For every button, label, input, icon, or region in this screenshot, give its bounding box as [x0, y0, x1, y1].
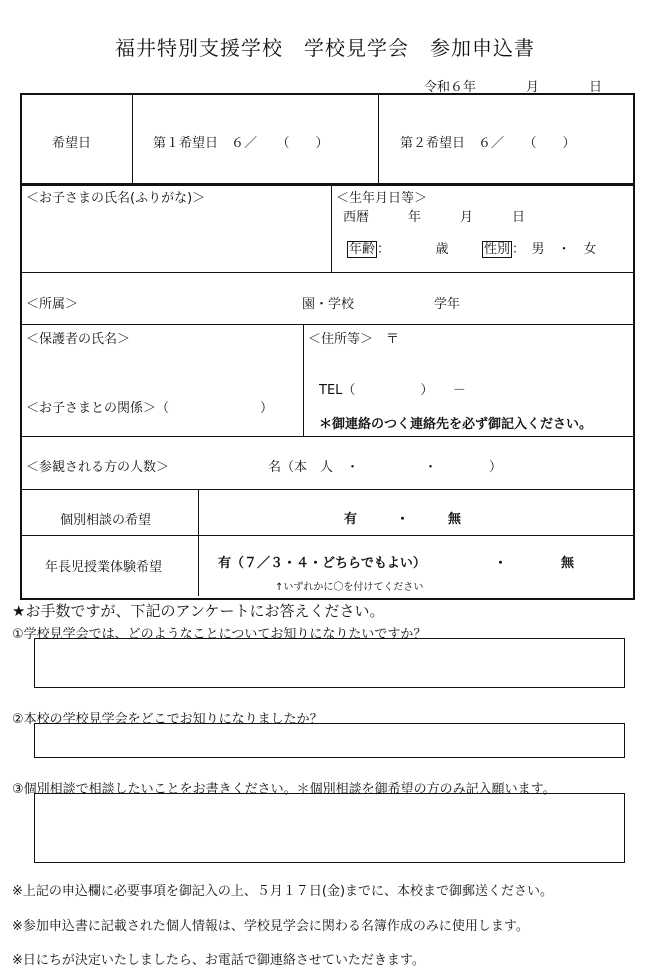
gender-options: ： 男 ・ 女	[512, 242, 597, 257]
divider	[331, 185, 332, 272]
survey-question-1: ①学校見学会では、どのようなことについてお知りになりたいですか？	[12, 627, 427, 642]
date-month: 月	[526, 80, 540, 95]
consult-options[interactable]: 有 ・ 無	[344, 512, 462, 527]
address-field[interactable]: ＜住所等＞ 〒	[308, 332, 400, 347]
affiliation-label: ＜所属＞	[26, 297, 79, 312]
age-label: 年齢	[349, 242, 376, 257]
survey-question-3: ③個別相談で相談したいことをお書きください。＊個別相談を御希望の方のみ記入願います。	[12, 782, 556, 797]
gender-label: 性別	[484, 242, 511, 257]
survey-answer-3[interactable]	[34, 793, 625, 863]
preferred-date-label: 希望日	[52, 136, 92, 151]
divider	[22, 489, 633, 490]
date-era: 令和６年	[424, 80, 477, 95]
date-day: 日	[589, 80, 603, 95]
survey-heading: ★お手数ですが、下記のアンケートにお答えください。	[12, 602, 385, 620]
age-field[interactable]	[347, 238, 449, 257]
child-name-label: ＜お子さまの氏名(ふりがな)＞	[26, 191, 206, 206]
note-privacy: ※参加申込書に記載された個人情報は、学校見学会に関わる名簿作成のみに使用します。	[12, 919, 529, 934]
note-contact: ※日にちが決定いたしましたら、お電話で御連絡させていただきます。	[12, 953, 425, 968]
contact-note: ＊御連絡のつく連絡先を必ず御記入ください。	[319, 417, 593, 432]
consult-label: 個別相談の希望	[60, 513, 152, 528]
birth-date-field[interactable]: 西暦 年 月 日	[343, 210, 526, 225]
tel-field[interactable]: TEL（ ） －	[319, 383, 466, 398]
divider	[22, 436, 633, 437]
second-choice-date-field[interactable]: 第２希望日 ６／ （ ）	[400, 136, 576, 151]
first-choice-date-field[interactable]: 第１希望日 ６／ （ ）	[153, 136, 329, 151]
trial-separator: ・	[494, 556, 508, 571]
visitors-label: ＜参観される方の人数＞	[26, 460, 170, 475]
gender-field[interactable]	[482, 238, 597, 257]
trial-hint: ↑いずれかに〇を付けてください	[275, 582, 424, 593]
divider	[22, 535, 633, 536]
divider	[132, 95, 133, 183]
affiliation-grade-field[interactable]: 学年	[434, 297, 461, 312]
divider	[198, 490, 199, 596]
application-form	[20, 93, 635, 600]
trial-yes-option[interactable]: 有（７／３・４・どちらでもよい）	[218, 556, 426, 571]
trial-label: 年長児授業体験希望	[45, 560, 163, 575]
guardian-name-label: ＜保護者の氏名＞	[26, 332, 131, 347]
divider	[22, 272, 633, 273]
affiliation-school-field[interactable]: 園・学校	[302, 297, 355, 312]
age-unit: ： 歳	[377, 242, 449, 257]
survey-answer-1[interactable]	[34, 638, 625, 688]
birth-label: ＜生年月日等＞	[336, 191, 428, 206]
page-title: 福井特別支援学校 学校見学会 参加申込書	[115, 36, 535, 60]
divider	[22, 324, 633, 325]
survey-answer-2[interactable]	[34, 723, 625, 758]
relationship-field[interactable]: ＜お子さまとの関係＞（ ）	[26, 401, 274, 416]
divider	[22, 183, 633, 186]
divider	[303, 325, 304, 436]
trial-no-option[interactable]: 無	[561, 556, 575, 571]
survey-question-2: ②本校の学校見学会をどこでお知りになりましたか？	[12, 712, 323, 727]
note-deadline: ※上記の申込欄に必要事項を御記入の上、５月１７日(金)までに、本校まで御郵送ください。	[12, 884, 554, 899]
divider	[378, 95, 379, 183]
visitors-field[interactable]: 名（本 人 ・ ・ ）	[268, 460, 503, 475]
